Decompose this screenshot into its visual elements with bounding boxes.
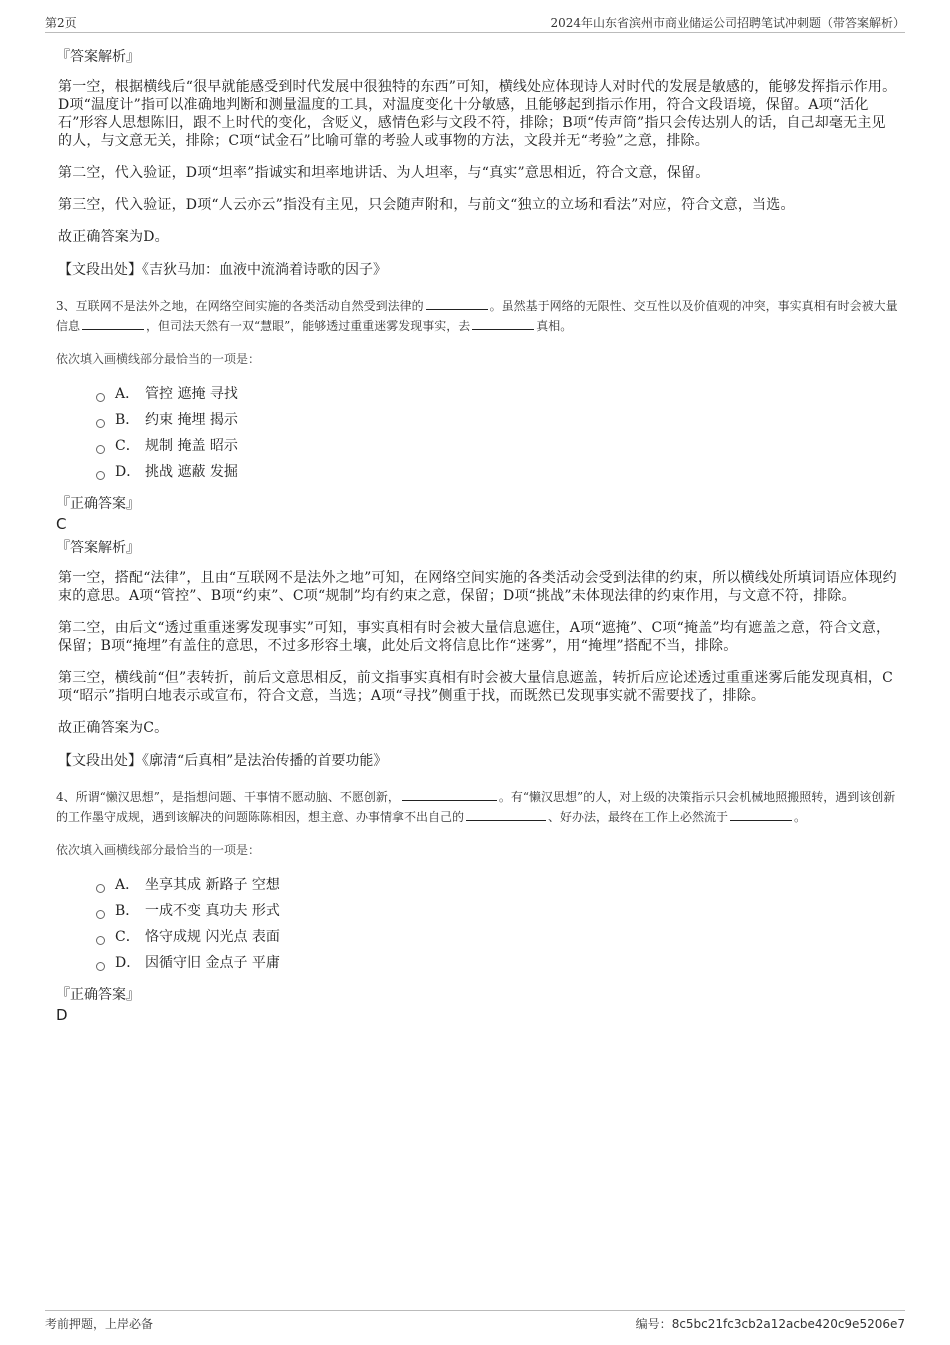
page-number: 第2页 <box>45 16 77 30</box>
radio-icon[interactable] <box>96 445 105 454</box>
q3-options <box>96 381 898 485</box>
radio-icon[interactable] <box>96 936 105 945</box>
q3-option-b[interactable]: B． 约束 掩埋 揭示 <box>96 407 898 433</box>
q3-conclusion: 故正确答案为C。 <box>58 720 169 736</box>
radio-icon[interactable] <box>96 884 105 893</box>
q4-option-c[interactable]: C． 恪守成规 闪光点 表面 <box>96 924 898 950</box>
q2-analysis-paragraph-3: 第三空，代入验证，D项“人云亦云”指没有主见，只会随声附和，与前文“独立的立场和看法”对应，符合文意，当选。 <box>58 197 795 213</box>
radio-icon[interactable] <box>96 471 105 480</box>
q3-analysis-paragraph-3: 第三空，横线前“但”表转折，前后文意思相反，前文指事实真相有时会被大量信息遮盖，转折后应论述透过重重迷雾后能发现真相，C项“昭示”指明白地表示或宣布，符合文意，当选；A项“寻找”侧重于找，而既然已发现事实就不需要找了，排除。 <box>58 670 894 704</box>
page-footer <box>45 1310 905 1333</box>
q3-answer: C <box>56 515 67 533</box>
page-header <box>45 12 905 33</box>
q2-analysis-tag: 『答案解析』 <box>56 49 140 65</box>
q3-blank-2 <box>82 317 144 330</box>
q3-blank-1 <box>426 297 488 310</box>
q4-stem-part-2: 。有“懒汉思想”的人，对上级的决策指示只会机械地照搬照转，遇到该创新的工作墨守成规，遇到该解决的问题陈陈相因，想主意、办事情拿不出自己的 <box>56 790 896 824</box>
q4-option-a[interactable]: A． 坐享其成 新路子 空想 <box>96 872 898 898</box>
q4-options <box>96 872 898 976</box>
q4-stem-part-1: 4、所谓“懒汉思想”，是指想问题、干事情不愿动脑、不愿创新， <box>56 790 400 804</box>
q3-analysis-paragraph-1: 第一空，搭配“法律”，且由“互联网不是法外之地”可知，在网络空间实施的各类活动会受到法律的约束，所以横线处所填词语应体现约束的意思。A项“管控”、B项“约束”、C项“规制”均有约束之意，保留；D项“挑战”未体现法律的约束作用，与文意不符，排除。 <box>58 570 897 604</box>
footer-code-value: 8c5bc21fc3cb2a12acbe420c9e5206e7 <box>671 1317 905 1331</box>
q2-analysis-paragraph-1: 第一空，根据横线后“很早就能感受到时代发展中很独特的东西”可知，横线处应体现诗人对时代的发展是敏感的，能够发挥指示作用。D项“温度计”指可以准确地判断和测量温度的工具，对温度变化十分敏感，且能够起到指示作用，符合文段语境，保留。A项“活化石”形容人思想陈旧，跟不上时代的变化，含贬义，感情色彩与文段不符，排除；B项“传声筒”指只会传达别人的话，自己却毫无主见的人，与文意无关，排除；C项“试金石”比喻可靠的考验人或事物的方法，文段并无“考验”之意，排除。 <box>58 79 897 149</box>
q3-blank-3 <box>472 317 534 330</box>
q4-option-b[interactable]: B． 一成不变 真功夫 形式 <box>96 898 898 924</box>
footer-code-label: 编号： <box>635 1317 672 1331</box>
q4-blank-1 <box>402 788 497 801</box>
radio-icon[interactable] <box>96 393 105 402</box>
q4-option-d[interactable]: D． 因循守旧 金点子 平庸 <box>96 950 898 976</box>
q3-analysis-tag: 『答案解析』 <box>56 540 140 556</box>
q4-blank-2 <box>466 808 546 821</box>
radio-icon[interactable] <box>96 962 105 971</box>
q4-answer-tag: 『正确答案』 <box>56 987 140 1003</box>
q3-option-d[interactable]: D． 挑战 遮蔽 发掘 <box>96 459 898 485</box>
q4-instruction: 依次填入画横线部分最恰当的一项是： <box>56 843 261 857</box>
q3-stem <box>56 296 898 336</box>
page-content <box>56 42 898 1028</box>
radio-icon[interactable] <box>96 910 105 919</box>
q3-stem-part-3: ，但司法天然有一双“慧眼”，能够透过重重迷雾发现事实，去 <box>146 319 471 333</box>
q2-analysis-paragraph-2: 第二空，代入验证，D项“坦率”指诚实和坦率地讲话、为人坦率，与“真实”意思相近，符合文意，保留。 <box>58 165 710 181</box>
q2-conclusion: 故正确答案为D。 <box>58 229 169 245</box>
q4-stem <box>56 787 898 827</box>
q3-instruction: 依次填入画横线部分最恰当的一项是： <box>56 352 261 366</box>
q3-stem-part-1: 3、互联网不是法外之地，在网络空间实施的各类活动自然受到法律的 <box>56 299 424 313</box>
q4-stem-part-3: 、好办法，最终在工作上必然流于 <box>548 810 729 824</box>
q3-option-a[interactable]: A． 管控 遮掩 寻找 <box>96 381 898 407</box>
q3-source: 【文段出处】《廓清“后真相”是法治传播的首要功能》 <box>58 753 388 769</box>
footer-slogan: 考前押题，上岸必备 <box>45 1317 154 1331</box>
radio-icon[interactable] <box>96 419 105 428</box>
q3-answer-tag: 『正确答案』 <box>56 496 140 512</box>
q4-answer: D <box>56 1006 68 1024</box>
q3-analysis-paragraph-2: 第二空，由后文“透过重重迷雾发现事实”可知，事实真相有时会被大量信息遮住，A项“遮掩”、C项“掩盖”均有遮盖之意，符合文意，保留；B项“掩埋”有盖住的意思，不过多形容土壤，此处后文将信息比作“迷雾”，用“掩埋”搭配不当，排除。 <box>58 620 891 654</box>
document-title: 2024年山东省滨州市商业储运公司招聘笔试冲刺题（带答案解析） <box>550 16 905 30</box>
q2-source: 【文段出处】《吉狄马加：血液中流淌着诗歌的因子》 <box>58 262 387 278</box>
q4-blank-3 <box>730 808 792 821</box>
q3-stem-part-4: 真相。 <box>536 319 573 333</box>
q3-stem-part-2: 。虽然基于网络的无限性、交互性以及价值观的冲突，事实真相有时会被大量信息 <box>56 299 898 333</box>
footer-code <box>636 1315 905 1332</box>
q3-option-c[interactable]: C． 规制 掩盖 昭示 <box>96 433 898 459</box>
q4-stem-part-4: 。 <box>794 810 807 824</box>
